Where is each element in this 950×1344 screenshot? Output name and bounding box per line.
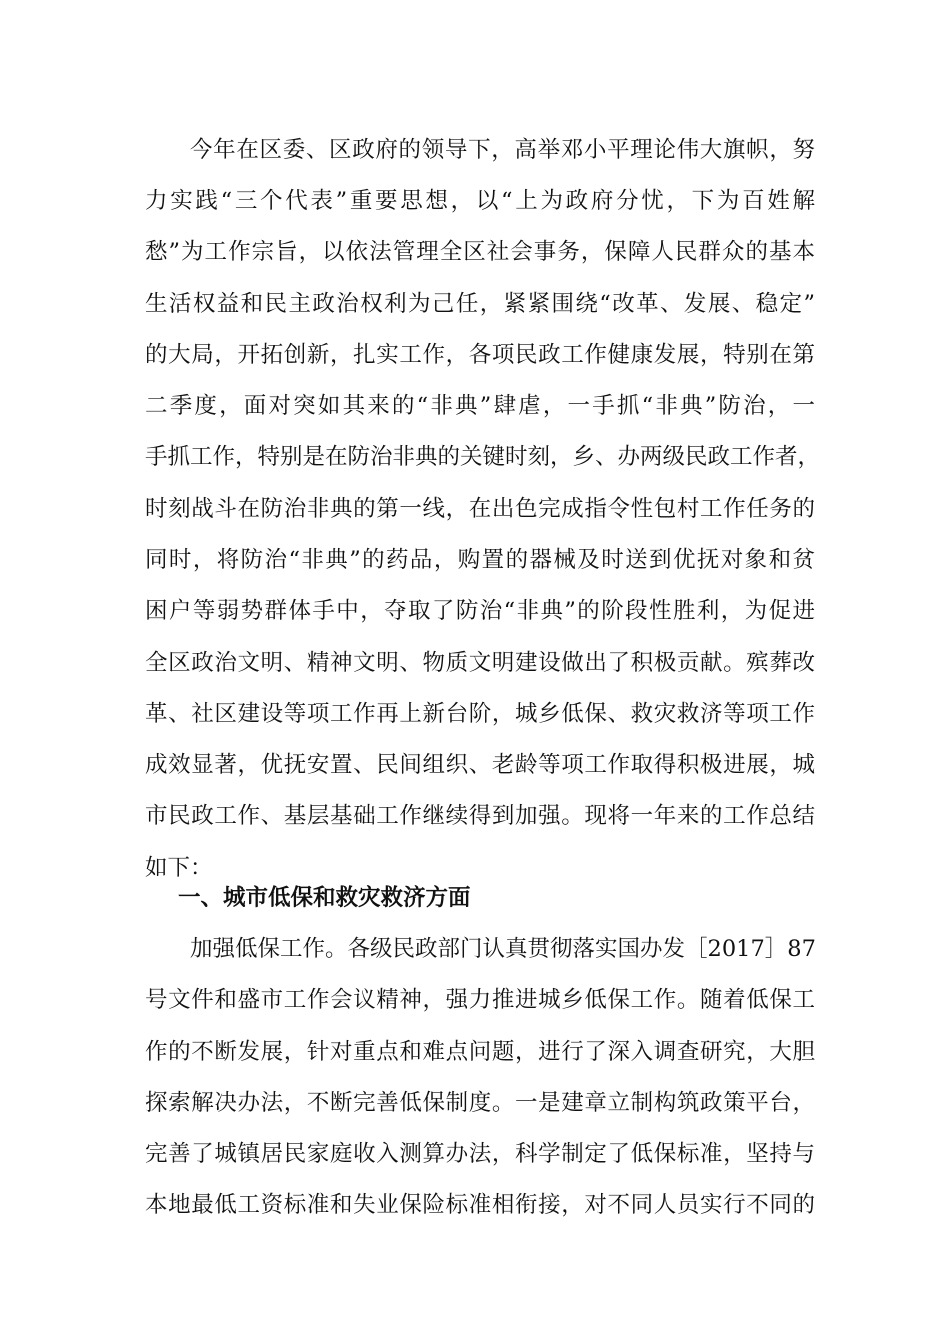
paragraph-1-line-6: 二季度，面对突如其来的“非典”肆虐，一手抓“非典”防治，一 <box>145 393 815 419</box>
paragraph-1-line-12: 革、社区建设等项工作再上新台阶，城乡低保、救灾救济等项工作 <box>145 701 815 727</box>
paragraph-1-line-15: 如下： <box>145 855 213 881</box>
paragraph-2-line-4: 探索解决办法，不断完善低保制度。一是建章立制构筑政策平台， <box>145 1090 815 1116</box>
paragraph-1-line-3: 愁”为工作宗旨，以依法管理全区社会事务，保障人民群众的基本 <box>145 239 815 265</box>
paragraph-1-line-9: 同时，将防治“非典”的药品，购置的器械及时送到优抚对象和贫 <box>145 547 815 573</box>
paragraph-1-line-14: 市民政工作、基层基础工作继续得到加强。现将一年来的工作总结 <box>145 803 815 829</box>
paragraph-1-line-8: 时刻战斗在防治非典的第一线，在出色完成指令性包村工作任务的 <box>145 496 815 522</box>
section-1-heading: 一、城市低保和救灾救济方面 <box>178 885 471 911</box>
paragraph-1-line-13: 成效显著，优抚安置、民间组织、老龄等项工作取得积极进展，城 <box>145 752 815 778</box>
paragraph-2-line-2: 号文件和盛市工作会议精神，强力推进城乡低保工作。随着低保工 <box>145 987 815 1013</box>
paragraph-1-line-5: 的大局，开拓创新，扎实工作，各项民政工作健康发展，特别在第 <box>145 342 815 368</box>
paragraph-2-line-6: 本地最低工资标准和失业保险标准相衔接，对不同人员实行不同的 <box>145 1192 815 1218</box>
paragraph-1-line-1: 今年在区委、区政府的领导下，高举邓小平理论伟大旗帜，努 <box>190 137 815 163</box>
paragraph-2-line-1: 加强低保工作。各级民政部门认真贯彻落实国办发［2017］87 <box>190 936 816 962</box>
paragraph-2-line-5: 完善了城镇居民家庭收入测算办法，科学制定了低保标准，坚持与 <box>145 1141 815 1167</box>
paragraph-1-line-10: 困户等弱势群体手中，夺取了防治“非典”的阶段性胜利，为促进 <box>145 598 815 624</box>
paragraph-1-line-2: 力实践“三个代表”重要思想，以“上为政府分忧，下为百姓解 <box>145 188 815 214</box>
paragraph-2-line-3: 作的不断发展，针对重点和难点问题，进行了深入调查研究，大胆 <box>145 1039 815 1065</box>
paragraph-1-line-4: 生活权益和民主政治权利为己任，紧紧围绕“改革、发展、稳定” <box>145 291 815 317</box>
paragraph-1-line-7: 手抓工作，特别是在防治非典的关键时刻，乡、办两级民政工作者， <box>145 444 821 470</box>
paragraph-1-line-11: 全区政治文明、精神文明、物质文明建设做出了积极贡献。殡葬改 <box>145 650 815 676</box>
